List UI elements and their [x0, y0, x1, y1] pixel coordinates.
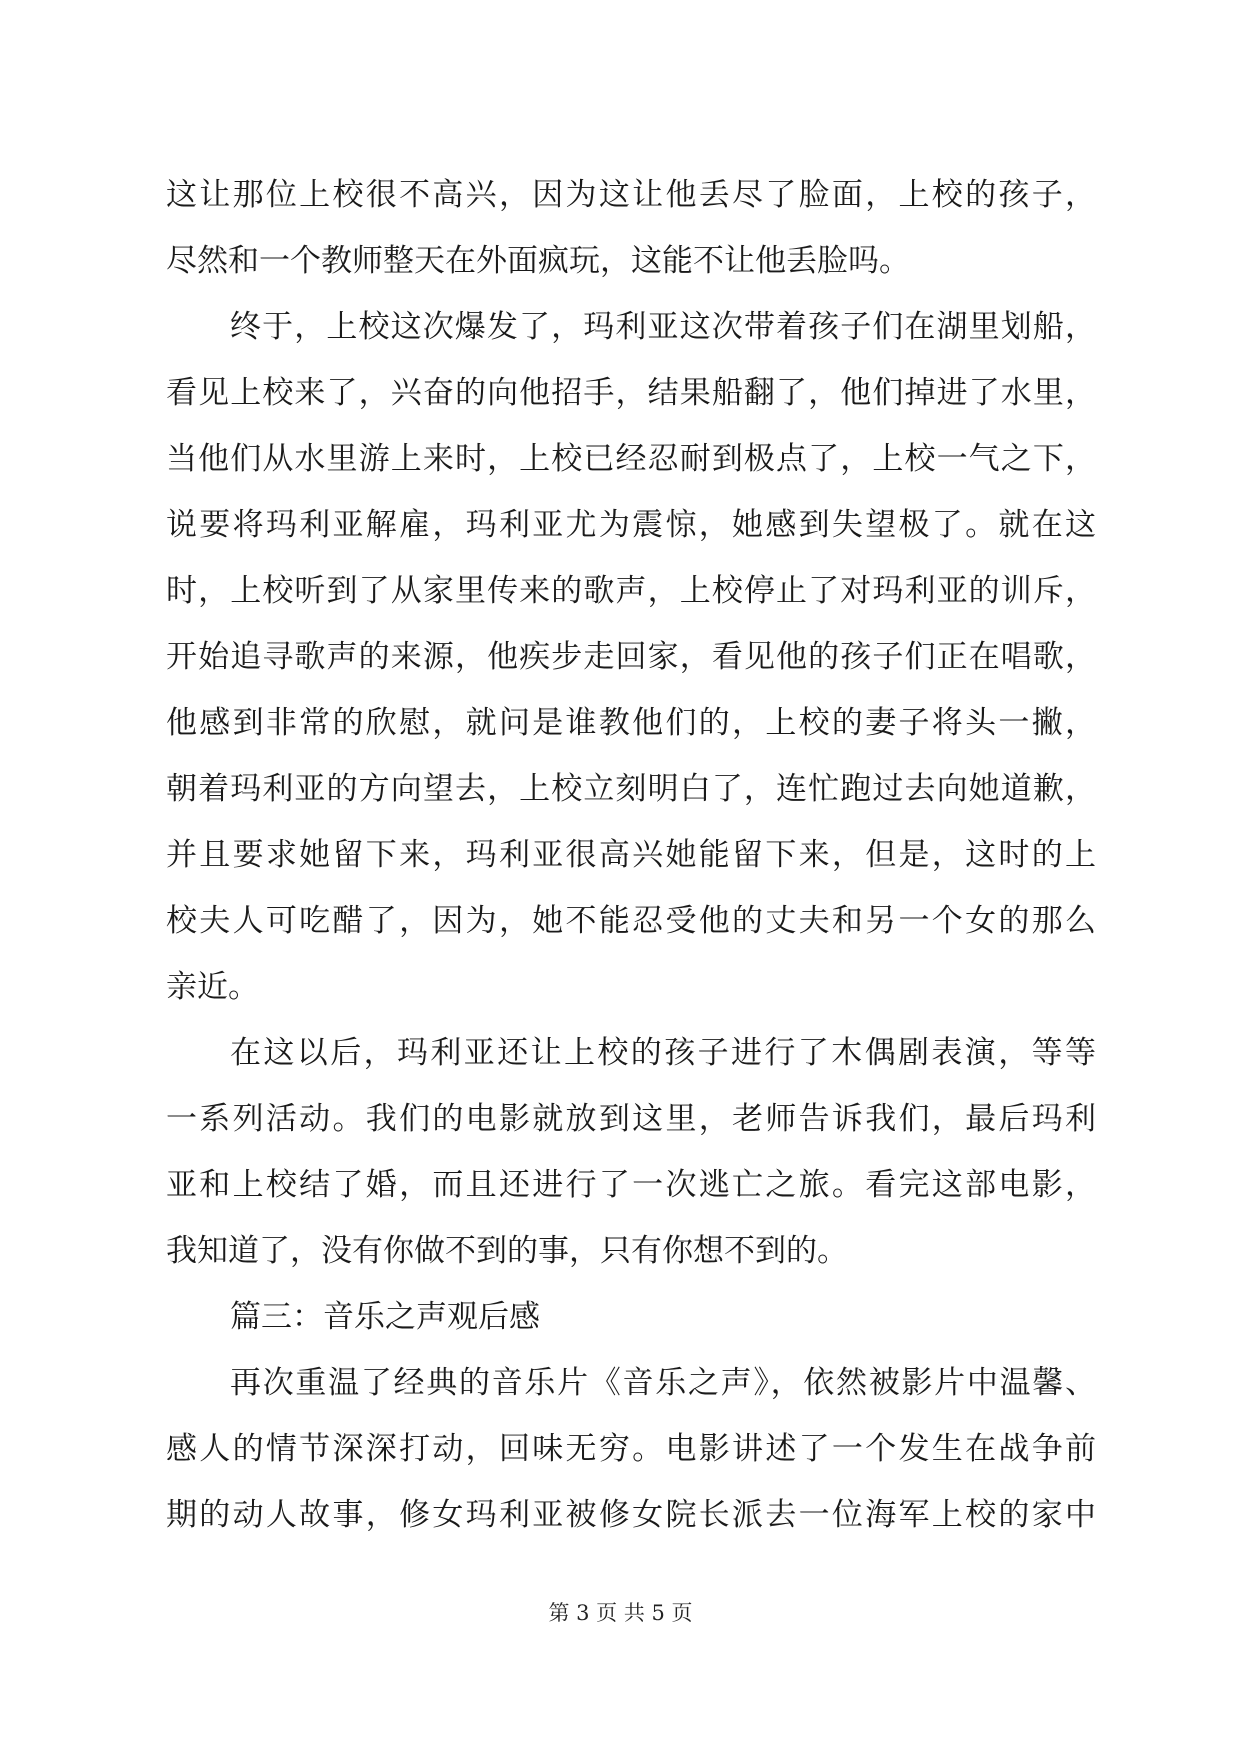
text-line: 看见上校来了，兴奋的向他招手，结果船翻了，他们掉进了水里， [166, 375, 1096, 411]
page-number-footer: 第 3 页 共 5 页 [548, 1601, 693, 1625]
paragraph-5 [166, 1350, 1096, 1548]
text-line: 再次重温了经典的音乐片《音乐之声》，依然被影片中温馨、 [230, 1365, 1096, 1401]
body-text [166, 162, 1096, 1548]
text-line: 这让那位上校很不高兴，因为这让他丢尽了脸面，上校的孩子， [166, 177, 1096, 213]
text-line: 感人的情节深深打动，回味无穷。电影讲述了一个发生在战争前 [166, 1431, 1096, 1467]
text-line: 开始追寻歌声的来源，他疾步走回家，看见他的孩子们正在唱歌， [166, 639, 1096, 675]
text-line: 亲近。 [166, 969, 259, 1005]
text-line: 期的动人故事，修女玛利亚被修女院长派去一位海军上校的家中 [166, 1497, 1096, 1533]
section-heading [166, 1284, 1096, 1350]
text-line: 校夫人可吃醋了，因为，她不能忍受他的丈夫和另一个女的那么 [166, 903, 1096, 939]
text-line: 终于，上校这次爆发了，玛利亚这次带着孩子们在湖里划船， [230, 309, 1096, 345]
text-line: 一系列活动。我们的电影就放到这里，老师告诉我们，最后玛利 [166, 1101, 1096, 1137]
paragraph-1 [166, 162, 1096, 294]
text-line: 尽然和一个教师整天在外面疯玩，这能不让他丢脸吗。 [166, 243, 910, 279]
text-line: 并且要求她留下来，玛利亚很高兴她能留下来，但是，这时的上 [166, 837, 1096, 873]
paragraph-2 [166, 294, 1096, 1020]
text-line: 说要将玛利亚解雇，玛利亚尤为震惊，她感到失望极了。就在这 [166, 507, 1096, 543]
text-line: 我知道了，没有你做不到的事，只有你想不到的。 [166, 1233, 848, 1269]
text-line: 当他们从水里游上来时，上校已经忍耐到极点了，上校一气之下， [166, 441, 1096, 477]
text-line: 在这以后，玛利亚还让上校的孩子进行了木偶剧表演，等等 [230, 1035, 1096, 1071]
text-line: 时，上校听到了从家里传来的歌声，上校停止了对玛利亚的训斥， [166, 573, 1096, 609]
text-line: 亚和上校结了婚，而且还进行了一次逃亡之旅。看完这部电影， [166, 1167, 1096, 1203]
section-heading-text: 篇三：音乐之声观后感 [230, 1299, 540, 1335]
text-line: 朝着玛利亚的方向望去，上校立刻明白了，连忙跑过去向她道歉， [166, 771, 1096, 807]
text-line: 他感到非常的欣慰，就问是谁教他们的，上校的妻子将头一撇， [166, 705, 1096, 741]
paragraph-3 [166, 1020, 1096, 1284]
